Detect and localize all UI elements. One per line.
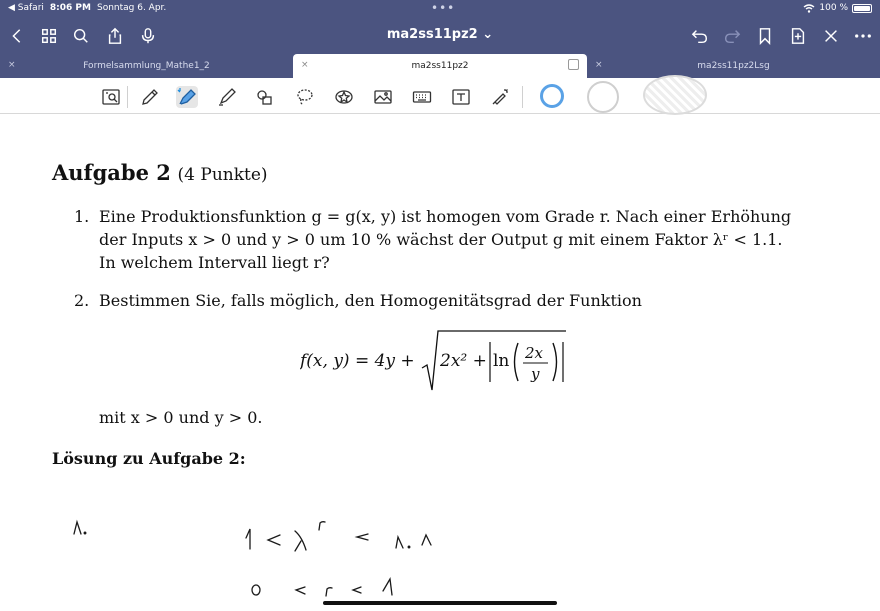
document-title — [0, 27, 880, 42]
tab-label: ma2ss11pz2Lsg — [697, 61, 770, 71]
exercise-title: Aufgabe 2 — [52, 160, 171, 185]
status-time: 8:06 PM — [49, 3, 91, 13]
formula-numerator: 2x — [525, 344, 544, 362]
zoom-select-icon[interactable] — [100, 86, 122, 108]
toolbar-divider — [127, 86, 128, 108]
tab-close-icon[interactable]: × — [595, 60, 603, 70]
formula-denominator: y — [531, 365, 540, 383]
solution-heading: Lösung zu Aufgabe 2: — [52, 449, 246, 468]
duplicate-window-icon[interactable] — [568, 59, 579, 70]
drawing-toolbar — [0, 78, 880, 114]
search-icon[interactable] — [70, 25, 92, 47]
multitasking-dots-icon[interactable]: ••• — [431, 1, 456, 15]
redo-icon[interactable] — [721, 25, 743, 47]
item1-line: In welchem Intervall liegt r? — [99, 253, 330, 272]
item-number: 1. — [74, 207, 90, 226]
sticker-icon[interactable] — [333, 86, 355, 108]
exercise-heading — [52, 160, 268, 185]
back-chevron-icon[interactable] — [6, 25, 28, 47]
item2-line: Bestimmen Sie, falls möglich, den Homogenitätsgrad der Funktion — [99, 291, 642, 310]
status-date: Sonntag 6. Apr. — [96, 3, 167, 13]
bookmark-icon[interactable] — [754, 25, 776, 47]
grid-view-icon[interactable] — [38, 25, 60, 47]
formula — [300, 328, 580, 393]
close-icon[interactable] — [820, 25, 842, 47]
thickness-swatch[interactable] — [643, 75, 707, 115]
tab-ma2ss11pz2[interactable] — [293, 54, 587, 78]
more-options-icon[interactable] — [852, 25, 874, 47]
shapes-icon[interactable] — [254, 86, 276, 108]
formula-lhs: f(x, y) = 4y + — [300, 351, 415, 371]
toolbar-divider — [522, 86, 523, 108]
status-bar — [0, 0, 880, 18]
color-swatch[interactable] — [587, 81, 619, 113]
document-page — [0, 115, 880, 611]
battery-icon — [852, 4, 872, 13]
item1-line: Eine Produktionsfunktion g = g(x, y) ist homogen vom Grade r. Nach einer Erhöhung — [99, 207, 792, 226]
app-toolbar — [0, 18, 880, 54]
item1-text — [99, 205, 799, 274]
tab-formelsammlung[interactable] — [0, 54, 293, 78]
back-to-app-link[interactable]: ◀ Safari — [8, 3, 44, 13]
tab-ma2ss11pz2lsg[interactable] — [587, 54, 880, 78]
image-icon[interactable] — [372, 86, 394, 108]
handwriting-annotations[interactable] — [0, 495, 880, 611]
formula-ln: ln — [493, 351, 510, 371]
tab-label: Formelsammlung_Mathe1_2 — [83, 61, 210, 71]
pen-icon[interactable] — [139, 86, 161, 108]
share-icon[interactable] — [104, 25, 126, 47]
undo-icon[interactable] — [689, 25, 711, 47]
keyboard-icon[interactable] — [411, 86, 433, 108]
color-swatch-selected[interactable] — [540, 84, 564, 108]
highlighter-icon[interactable] — [216, 86, 238, 108]
eraser-icon[interactable] — [176, 86, 198, 108]
lasso-icon[interactable] — [294, 86, 316, 108]
status-left — [8, 3, 166, 13]
battery-percent: 100 % — [819, 3, 848, 13]
home-indicator[interactable] — [323, 601, 557, 605]
document-tabs — [0, 54, 880, 78]
item-number: 2. — [74, 291, 90, 310]
tab-close-icon[interactable]: × — [8, 60, 16, 70]
status-right — [803, 3, 872, 13]
add-page-icon[interactable] — [787, 25, 809, 47]
laser-pointer-icon[interactable] — [489, 86, 511, 108]
tab-label: ma2ss11pz2 — [411, 61, 469, 71]
tab-close-icon[interactable]: × — [301, 60, 309, 70]
microphone-icon[interactable] — [137, 25, 159, 47]
wifi-icon — [803, 4, 815, 13]
item2-condition: mit x > 0 und y > 0. — [99, 408, 263, 427]
text-box-icon[interactable] — [450, 86, 472, 108]
formula-radicand: 2x² + — [440, 351, 487, 371]
document-title-menu[interactable]: ma2ss11pz2 ⌄ — [386, 27, 494, 42]
item1-line: der Inputs x > 0 und y > 0 um 10 % wächst der Output g mit einem Faktor λʳ < 1.1. — [99, 230, 783, 249]
exercise-points: (4 Punkte) — [177, 165, 268, 185]
